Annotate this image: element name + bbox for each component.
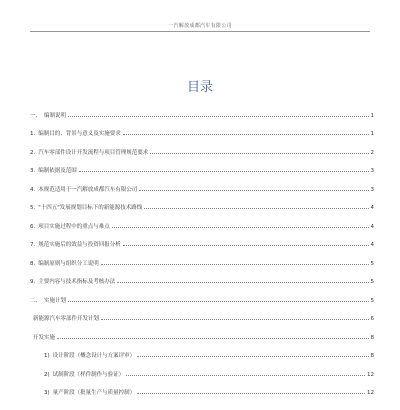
toc-entry-page: 8	[370, 353, 374, 359]
toc-entry-page: 8	[370, 334, 374, 341]
page-header: 一汽解放成都汽车有限公司	[168, 23, 232, 29]
toc-entry-number: 一、	[30, 112, 42, 119]
toc-dot-leader	[123, 133, 369, 135]
toc-entry-number: 7.	[30, 242, 36, 248]
toc-entry-label: 规范实施后的效益与投资回报分析	[38, 242, 121, 248]
toc-dot-leader	[57, 337, 368, 339]
toc-dot-leader	[144, 207, 368, 209]
toc-entry-label: 编制依据及范围	[38, 168, 77, 174]
toc-entry[interactable]	[30, 137, 374, 156]
toc-entry[interactable]	[30, 359, 374, 378]
toc-entry-page: 6	[370, 316, 374, 322]
toc-entry[interactable]	[30, 119, 374, 138]
toc-dot-leader	[112, 226, 369, 228]
toc-dot-leader	[79, 170, 369, 172]
toc-entry[interactable]	[30, 174, 374, 193]
toc-entry-page: 5	[370, 279, 374, 285]
toc-dot-leader	[101, 263, 369, 265]
toc-entry[interactable]	[30, 378, 374, 397]
toc-entry[interactable]	[30, 211, 374, 230]
toc-dot-leader	[68, 300, 368, 302]
toc-entry[interactable]	[30, 248, 374, 267]
toc-entry-number: 3.	[30, 168, 36, 174]
toc-entry-number: 8.	[30, 260, 36, 267]
toc-entry-label: 编制说明	[44, 112, 67, 119]
toc-entry[interactable]	[30, 267, 374, 286]
toc-entry[interactable]	[30, 156, 374, 175]
toc-dot-leader	[150, 152, 368, 154]
toc-entry-number: 1.	[30, 131, 36, 137]
toc-entry-page: 1	[370, 131, 374, 137]
toc-dot-leader	[139, 189, 368, 191]
toc-entry-number: 2.	[30, 149, 36, 156]
toc-entry-label: 试制阶段（样件制作与验证）	[52, 371, 125, 378]
toc-entry-label: 实施计划	[44, 297, 67, 304]
toc-entry-number: 3)	[44, 390, 50, 396]
toc-entry-page: 4	[370, 223, 374, 230]
toc-entry-page: 4	[370, 242, 374, 248]
toc-entry[interactable]	[30, 304, 374, 323]
table-of-contents	[30, 100, 374, 396]
toc-title: 目录	[186, 80, 213, 95]
toc-entry-label: 项目实施过程中的重点与难点	[38, 223, 110, 230]
toc-entry-number: 4.	[30, 186, 36, 193]
toc-dot-leader	[101, 318, 368, 320]
toc-entry-page: 2	[370, 149, 374, 156]
toc-dot-leader	[123, 244, 369, 246]
toc-dot-leader	[68, 115, 368, 117]
toc-entry-number: 1)	[44, 353, 50, 359]
toc-entry-number: 5.	[30, 205, 36, 211]
toc-dot-leader	[126, 374, 365, 376]
toc-entry-label: 本规范适用于一汽解放成都汽车有限公司	[38, 186, 138, 193]
toc-entry-page: 1	[370, 112, 374, 119]
toc-entry-page: 5	[370, 260, 374, 267]
toc-entry[interactable]	[30, 230, 374, 249]
toc-entry-page: 12	[367, 371, 374, 378]
toc-entry-page: 3	[370, 168, 374, 174]
toc-dot-leader	[137, 355, 368, 357]
toc-entry-label: 主要内容与技术指标及考核办法	[38, 279, 116, 285]
toc-entry-label: 编制目的、背景与意义及实施要求	[38, 131, 121, 137]
toc-entry[interactable]	[30, 100, 374, 119]
toc-entry-number: 6.	[30, 223, 36, 230]
toc-dot-leader	[137, 392, 365, 394]
toc-entry[interactable]	[30, 193, 374, 212]
toc-entry-label: 量产阶段（批量生产与质量控制）	[52, 390, 136, 396]
toc-entry-page: 5	[370, 297, 374, 304]
toc-entry-page: 3	[370, 186, 374, 193]
toc-entry-number: 二、	[30, 297, 42, 304]
header-rule	[30, 31, 370, 32]
toc-entry-label: 汽车零部件设计开发流程与项目管理规范要求	[38, 149, 149, 156]
toc-entry-label: 设计阶段（概念设计与方案评审）	[52, 353, 136, 359]
toc-entry-label: 新能源汽车零部件开发计划	[33, 316, 100, 322]
toc-entry-label: 开发实施	[33, 334, 56, 341]
toc-entry-page: 4	[370, 205, 374, 211]
toc-entry-number: 9.	[30, 279, 36, 285]
toc-entry-page: 12	[367, 390, 374, 396]
toc-entry-number: 2)	[44, 371, 50, 378]
toc-entry-label: "十四五"发展规划目标下的新能源技术路线	[38, 205, 143, 211]
toc-entry-label: 编制原则与组织分工说明	[38, 260, 99, 267]
toc-entry[interactable]	[30, 322, 374, 341]
toc-entry[interactable]	[30, 341, 374, 360]
toc-dot-leader	[117, 281, 368, 283]
toc-entry[interactable]	[30, 285, 374, 304]
